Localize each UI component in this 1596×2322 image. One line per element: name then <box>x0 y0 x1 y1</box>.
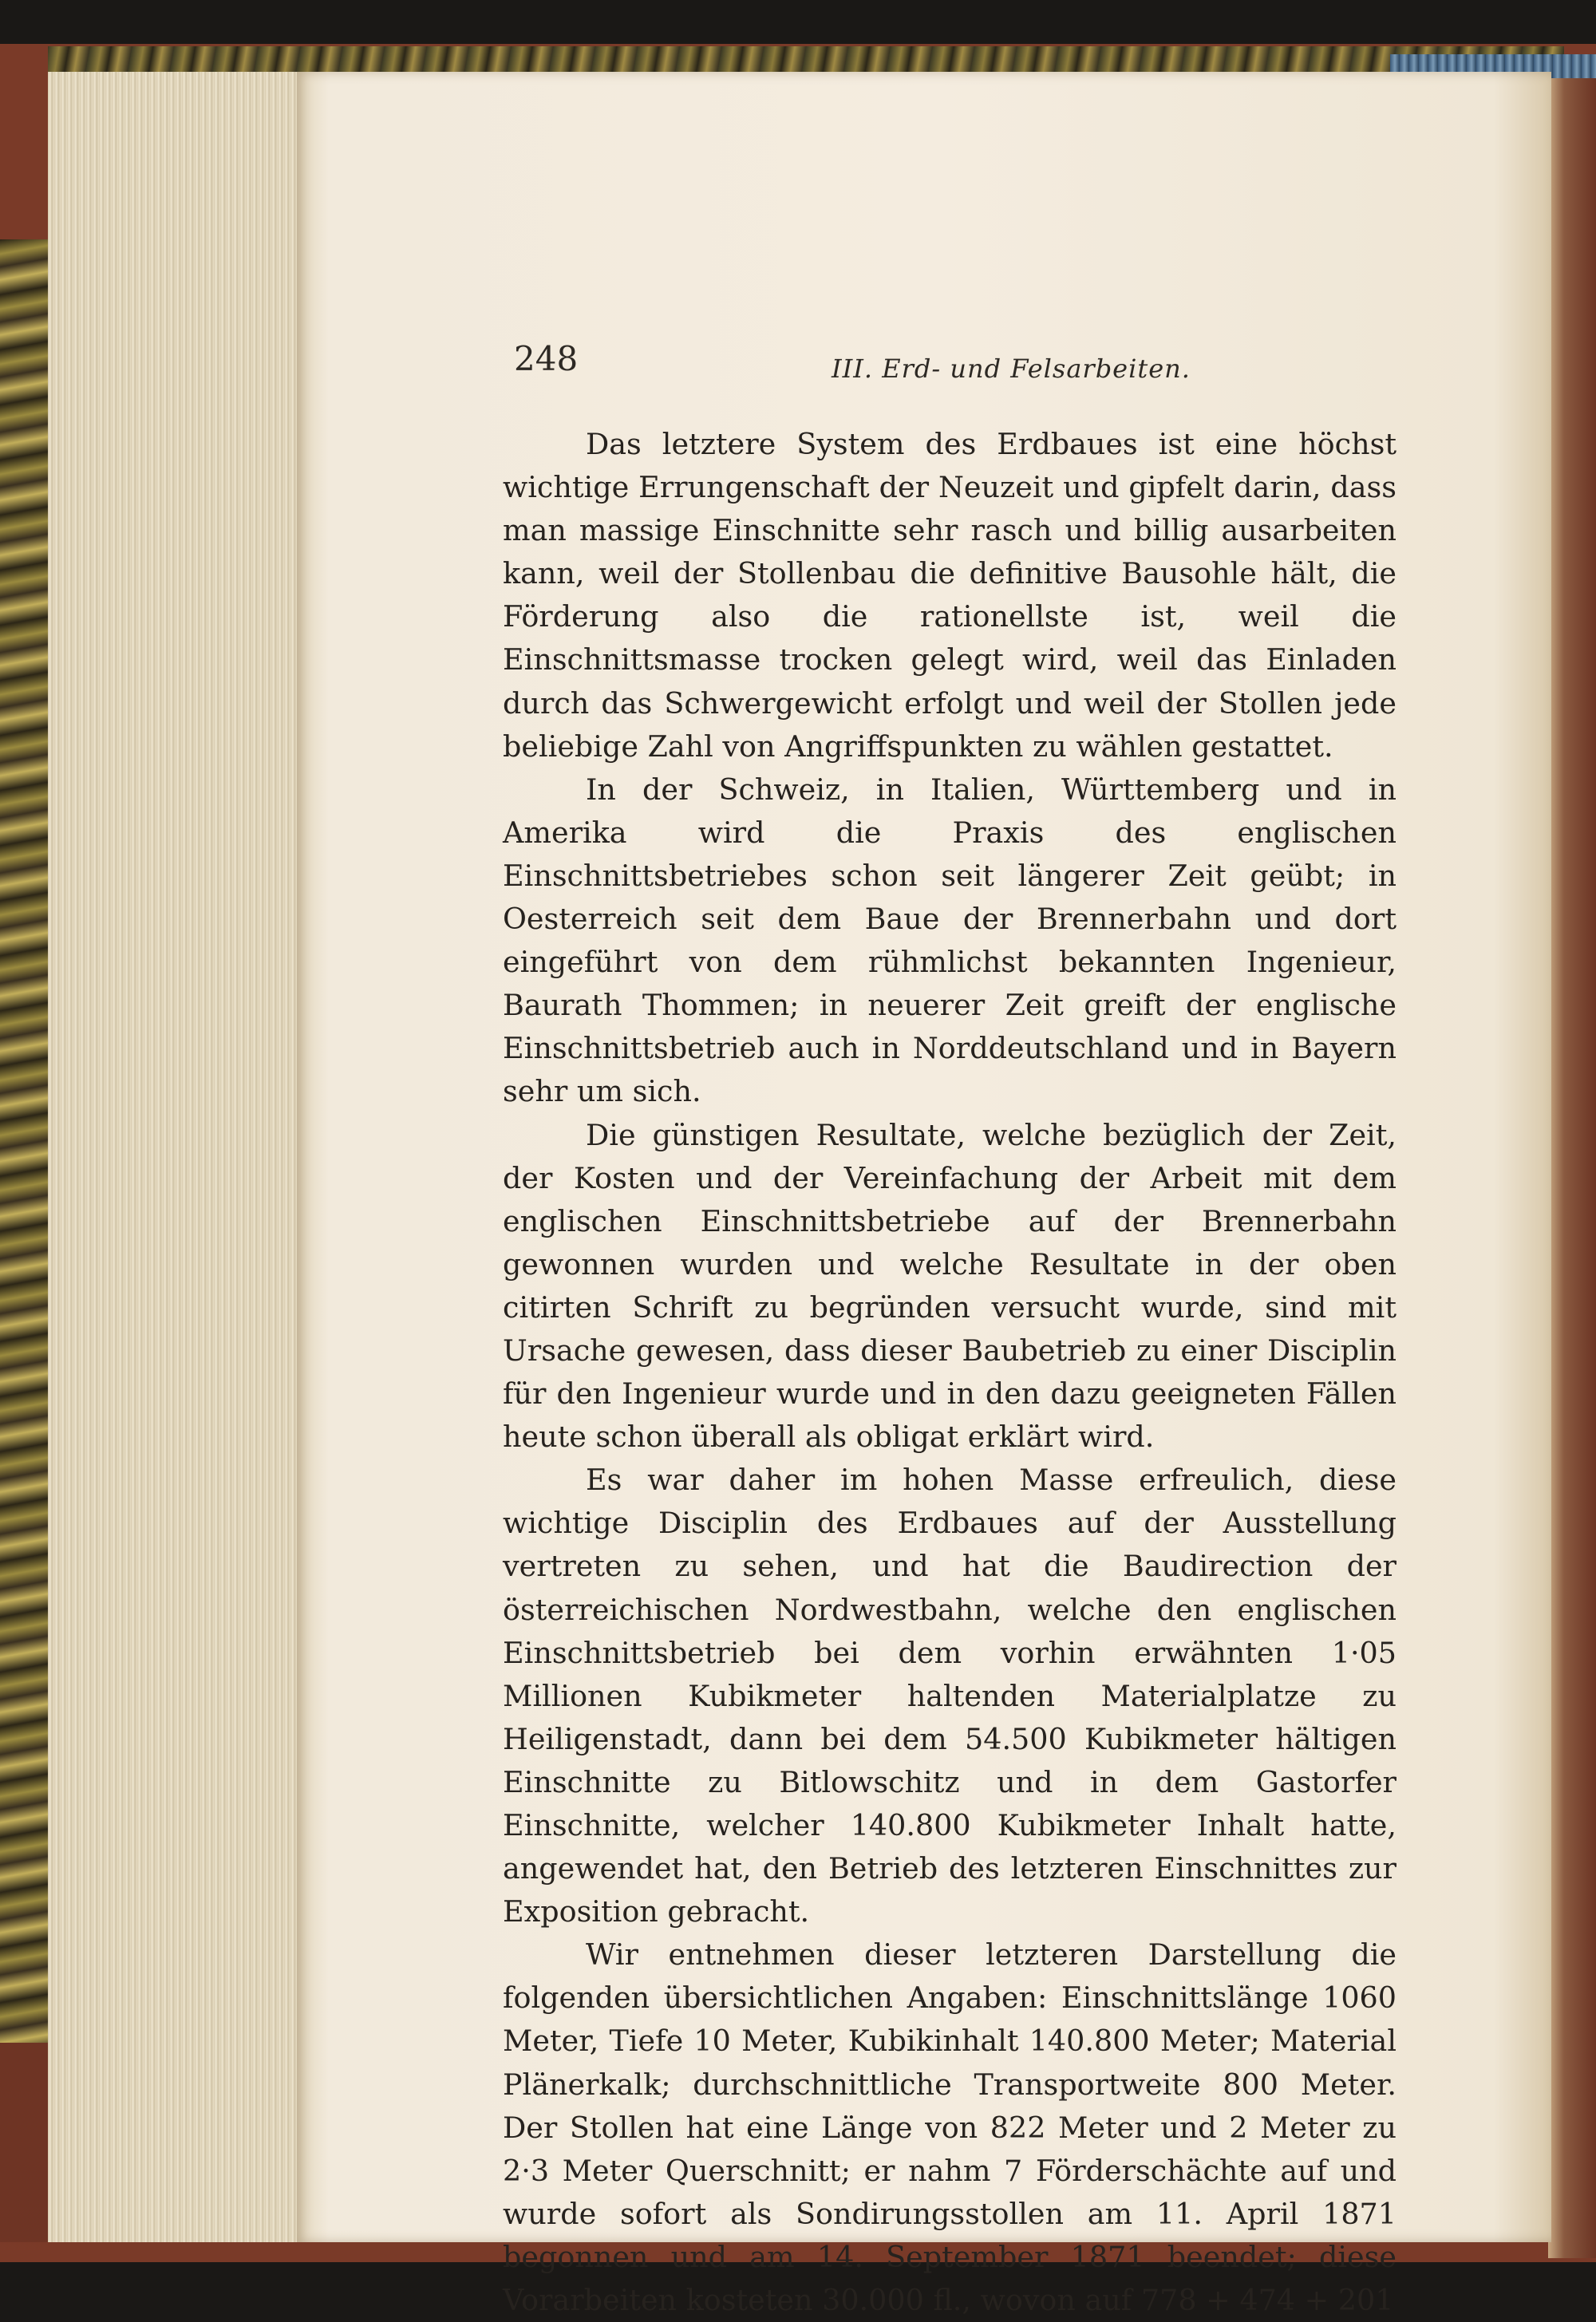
facing-page-edge <box>1548 56 1596 2258</box>
page-number: 248 <box>514 339 579 378</box>
paragraph: Das letztere System des Erdbaues ist eine höchst wichtige Errungenschaft der Neuzeit und gipfelt darin, dass man massige Einschnitte sehr rasch und billig ausarbeiten kann, weil der Stollenbau die definitive Bausohle hält, die Förderung also die rationellste ist, weil die Einschnittsmasse trocken gelegt wird, weil das Einladen durch das Schwergewicht erfolgt und weil der Stollen jede beliebige Zahl von Angriffspunkten zu wählen gestattet. <box>503 427 1396 764</box>
cover-corner <box>0 2043 49 2242</box>
book-page <box>297 72 1551 2318</box>
marbled-board-left <box>0 239 49 2043</box>
page-stack-fore-edge <box>48 72 305 2242</box>
paragraph: Die günstigen Resultate, welche bezüglich der Zeit, der Kosten und der Vereinfachung der Arbeit mit dem englischen Einschnittsbetriebe auf der Brennerbahn gewonnen wurden und welche Resultate in der oben citirten Schrift zu begründen versucht wurde, sind mit Ursache gewesen, dass dieser Baubetrieb zu einer Disciplin für den Ingenieur wurde und in den dazu geeigneten Fällen heute schon überall als obligat erklärt wird. <box>503 1117 1396 1455</box>
paragraph: Es war daher im hohen Masse erfreulich, diese wichtige Disciplin des Erdbaues auf der Ausstellung vertreten zu sehen, und hat die Baudirection der österreichischen Nordwestbahn, welche den englischen Einschnittsbetrieb bei dem vorhin erwähnten 1·05 Millionen Kubikmeter haltenden Materialplatze zu Heiligenstadt, dann bei dem 54.500 Kubikmeter hältigen Einschnitte zu Bitlowschitz und in dem Gastorfer Einschnitte, welcher 140.800 Kubikmeter Inhalt hatte, angewendet hat, den Betrieb des letzteren Einschnittes zur Exposition gebracht. <box>503 1463 1396 1929</box>
body-text <box>503 423 1396 2322</box>
running-head: III. Erd- und Felsarbeiten. <box>832 353 1191 384</box>
paragraph: Wir entnehmen dieser letzteren Darstellung die folgenden übersichtlichen Angaben: Einschnittslänge 1060 Meter, Tiefe 10 Meter, Kubikinhalt 140.800 Meter; Material Plänerkalk; durchschnittliche Transportweite 800 Meter. Der Stollen hat eine Länge von 822 Meter und 2 Meter zu 2·3 Meter Querschnitt; er nahm 7 Förderschächte auf und wurde sofort als Sondirungsstollen am 11. April 1871 begonnen und am 14. September 1871 beendet; diese Vorarbeiten kosteten 30.000 fl., wovon auf 778 + 474 + 201 <box>503 1937 1396 2318</box>
paragraph: In der Schweiz, in Italien, Württemberg und in Amerika wird die Praxis des englischen Einschnittsbetriebes schon seit längerer Zeit geübt; in Oesterreich seit dem Baue der Brennerbahn und dort eingeführt von dem rühmlichst bekannten Ingenieur, Baurath Thommen; in neuerer Zeit greift der englische Einschnittsbetrieb auch in Norddeutschland und in Bayern sehr um sich. <box>503 772 1396 1109</box>
page-header <box>297 339 1551 387</box>
